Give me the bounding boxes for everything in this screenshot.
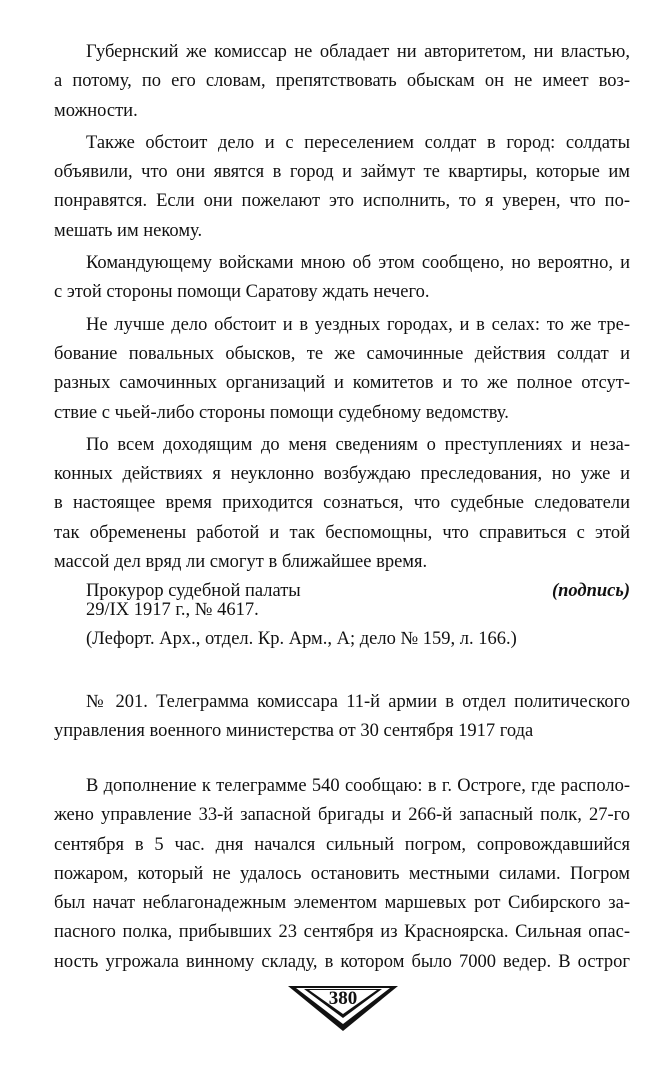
text-line: пасного полка, прибывших 23 сентября из Красноярска. Сильная опас- <box>54 922 630 943</box>
text-line: Командующему войсками мною об этом сообщено, но вероятно, и <box>86 253 630 274</box>
text-line: ность угрожала винному складу, в котором было 7000 ведер. В острог <box>54 951 630 972</box>
heading-line: управления военного министерства от 30 сентября 1917 года <box>54 721 534 742</box>
reference-source: (Лефорт. Арх., отдел. Кр. Арм., А; дело № 159, л. 166.) <box>86 629 517 650</box>
text-line: понравятся. Если они пожелают это исполнить, то я уверен, что по- <box>54 191 630 212</box>
text-line: разных самочинных организаций и комитетов и то же полное отсут- <box>54 373 630 394</box>
signature-title: Прокурор судебной палаты <box>86 581 301 602</box>
archive-reference <box>54 596 630 655</box>
telegram-body <box>54 772 630 977</box>
text-line: а потому, по его словам, препятствовать обыскам он не имеет воз- <box>54 71 630 92</box>
text-line: ствие с чьей-либо стороны помощи судебному ведомству. <box>54 402 509 423</box>
paragraph <box>54 431 630 577</box>
report-body <box>54 38 630 607</box>
page-number: 380 <box>328 988 358 1009</box>
paragraph <box>54 38 630 126</box>
text-line: пожаром, который не удалось остановить местными силами. Погром <box>54 863 630 884</box>
text-line: мешать им некому. <box>54 220 203 241</box>
text-line: конных действиях я неуклонно возбуждаю преследования, но уже и <box>54 464 630 485</box>
text-line: с этой стороны помощи Саратову ждать нечего. <box>54 282 430 303</box>
text-line: Губернский же комиссар не обладает ни авторитетом, ни властью, <box>86 42 630 62</box>
paragraph <box>54 129 630 246</box>
text-line: жено управление 33-й запасной бригады и 266-й запасный полк, 27-го <box>54 805 630 826</box>
reference-date: 29/IX 1917 г., № 4617. <box>86 600 259 620</box>
text-line: в настоящее время приходится сознаться, что судебные следователи <box>54 493 630 514</box>
text-line: так обременены работой и так беспомощны, что справиться с этой <box>54 522 630 543</box>
text-line: бование повальных обысков, те же самочинные действия солдат и <box>54 343 630 364</box>
page-number-ornament <box>286 985 400 1033</box>
text-line: объявили, что они явятся в город и займут те квартиры, которые им <box>54 162 630 183</box>
text-line: Также обстоит дело и с переселением солдат в город: солдаты <box>86 132 630 153</box>
paragraph <box>54 249 630 308</box>
text-line: массой дел вряд ли смогут в ближайшее время. <box>54 552 428 573</box>
text-line: Не лучше дело обстоит и в уездных городах, и в селах: то же тре- <box>86 314 630 335</box>
paragraph <box>54 311 630 428</box>
signature-mark: (подпись) <box>551 581 630 602</box>
heading-line: № 201. Телеграмма комиссара 11-й армии в отдел политического <box>86 692 630 712</box>
text-line: можности. <box>54 100 138 121</box>
document-heading <box>54 688 630 747</box>
text-line: В дополнение к телеграмме 540 сообщаю: в г. Острoге, где располо- <box>86 776 630 796</box>
text-line: сентября в 5 час. дня начался сильный погром, сопровождавшийся <box>54 834 630 855</box>
text-line: был начат неблагонадежным элементом маршевых рот Сибирского за- <box>54 893 630 914</box>
text-line: По всем доходящим до меня сведениям о преступлениях и неза- <box>86 434 630 455</box>
